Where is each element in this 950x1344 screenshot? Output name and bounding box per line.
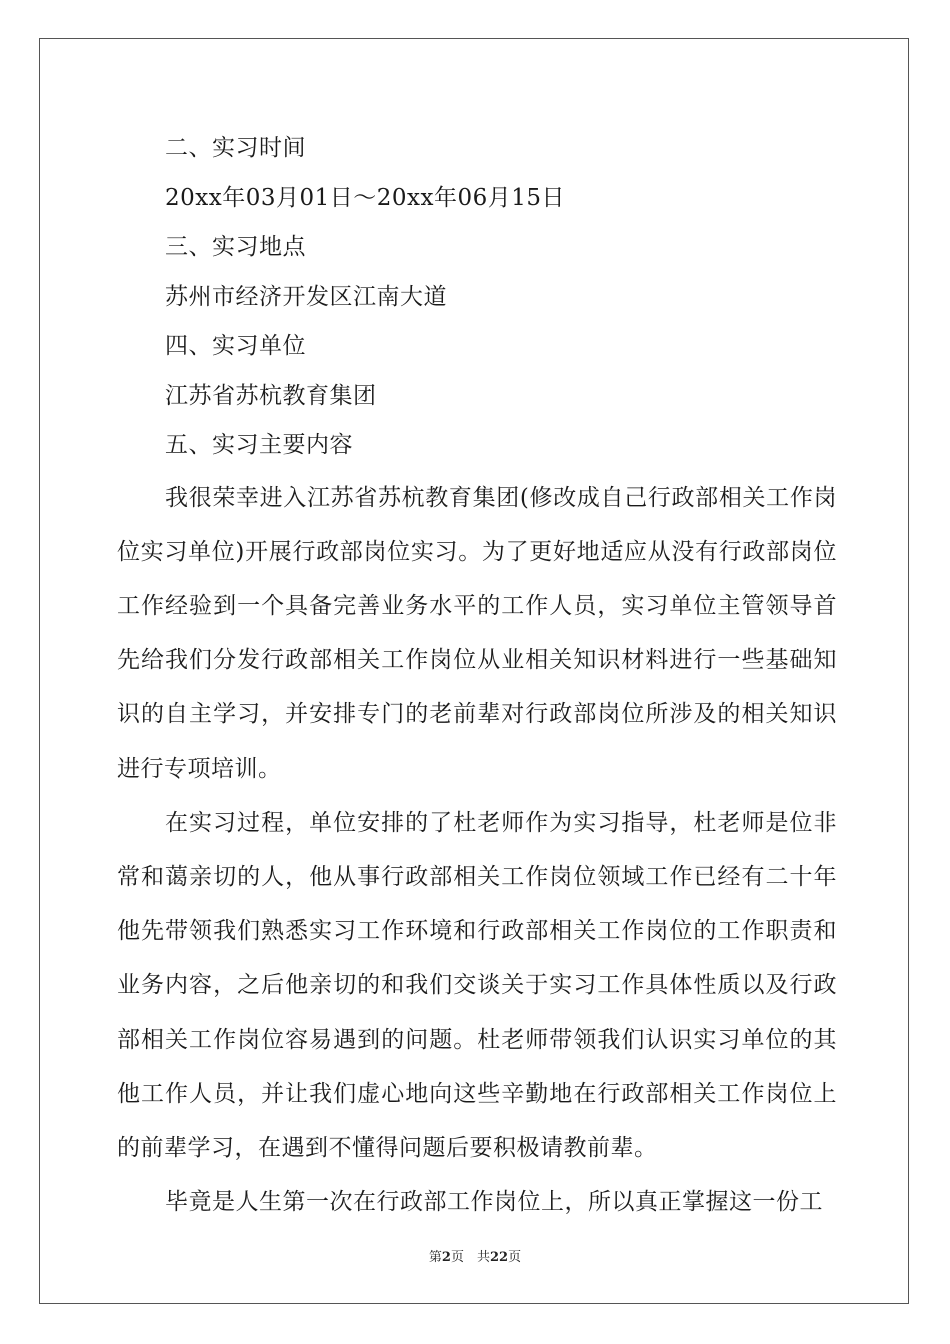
footer-suffix: 页: [508, 1250, 522, 1265]
paragraph-first-job: 毕竟是人生第一次在行政部工作岗位上，所以真正掌握这一份工: [165, 1189, 823, 1216]
current-page-number: 2: [441, 1250, 451, 1265]
section-heading-location: 三、实习地点: [165, 234, 306, 260]
document-body: [117, 124, 837, 1229]
footer-prefix: 第: [428, 1250, 442, 1265]
internship-time-range: 20xx年03月01日～20xx年06月15日: [165, 184, 565, 211]
footer-middle: 页 共: [450, 1250, 490, 1265]
internship-unit: 江苏省苏杭教育集团: [165, 382, 377, 409]
total-page-count: 22: [489, 1250, 509, 1265]
internship-location: 苏州市经济开发区江南大道: [165, 283, 447, 310]
section-heading-time: 二、实习时间: [165, 135, 306, 161]
paragraph-mentor: 在实习过程，单位安排的了杜老师作为实习指导，杜老师是位非常和蔼亲切的人，他从事行政部相关工作岗位领域工作已经有二十年他先带领我们熟悉实习工作环境和行政部相关工作岗位的工作职责和业务内容，之后他亲切的和我们交谈关于实习工作具体性质以及行政部相关工作岗位容易遇到的问题。杜老师带领我们认识实习单位的其他工作人员，并让我们虚心地向这些辛勤地在行政部相关工作岗位上的前辈学习，在遇到不懂得问题后要积极请教前辈。: [117, 809, 837, 1161]
section-heading-content: 五、实习主要内容: [165, 432, 353, 458]
paragraph-intro: 我很荣幸进入江苏省苏杭教育集团(修改成自己行政部相关工作岗位实习单位)开展行政部岗位实习。为了更好地适应从没有行政部岗位工作经验到一个具备完善业务水平的工作人员，实习单位主管领导首先给我们分发行政部相关工作岗位从业相关知识材料进行一些基础知识的自主学习，并安排专门的老前辈对行政部岗位所涉及的相关知识进行专项培训。: [117, 484, 837, 782]
section-heading-unit: 四、实习单位: [165, 333, 306, 359]
page-footer: [0, 1246, 950, 1265]
